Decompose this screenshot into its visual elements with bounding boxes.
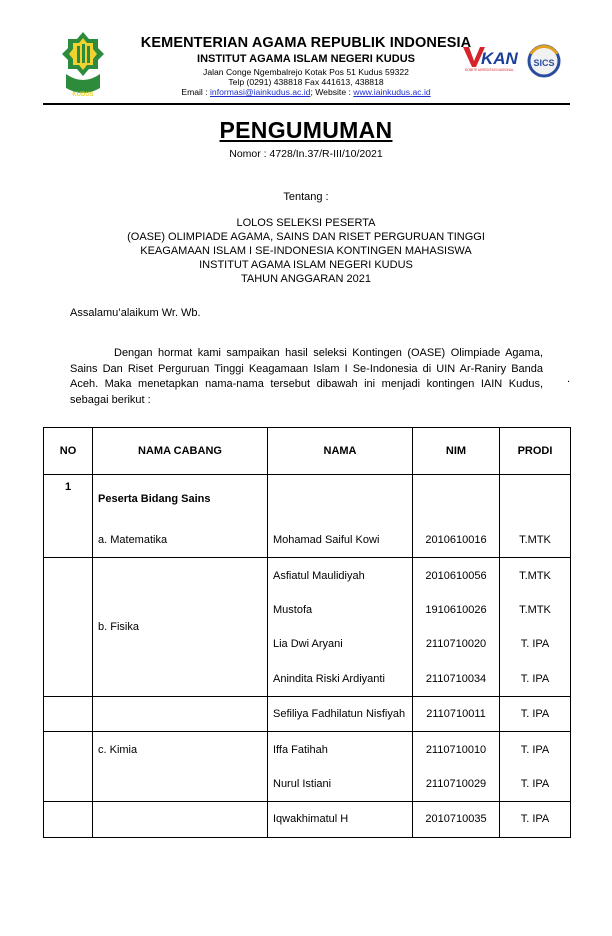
header-name: NAMA bbox=[268, 428, 413, 475]
email-label: Email : bbox=[181, 87, 210, 97]
nim-cell: 1910610026 bbox=[413, 593, 500, 627]
prodi-cell: T. IPA bbox=[500, 627, 571, 661]
table-row bbox=[44, 802, 571, 837]
subject-line: KEAGAMAAN ISLAM I SE-INDONESIA KONTINGEN MAHASISWA bbox=[140, 245, 472, 257]
subject-line: INSTITUT AGAMA ISLAM NEGERI KUDUS bbox=[199, 259, 413, 271]
group-number: 1 bbox=[44, 475, 93, 524]
institute-contact bbox=[0, 87, 612, 97]
name-cell: Asfiatul Maulidiyah bbox=[268, 558, 413, 593]
nim-cell: 2010710035 bbox=[413, 802, 500, 837]
nim-cell: 2110710029 bbox=[413, 767, 500, 802]
name-cell: Lia Dwi Aryani bbox=[268, 627, 413, 661]
website-label: ; Website : bbox=[310, 87, 354, 97]
ministry-name: KEMENTERIAN AGAMA REPUBLIK INDONESIA bbox=[140, 35, 472, 51]
stray-dot: . bbox=[567, 373, 571, 385]
name-cell: Iffa Fatihah bbox=[268, 732, 413, 767]
svg-text:KUDUS: KUDUS bbox=[72, 92, 94, 98]
nim-cell: 2010610016 bbox=[413, 523, 500, 558]
nim-cell: 2110710034 bbox=[413, 662, 500, 697]
name-cell: Mustofa bbox=[268, 593, 413, 627]
prodi-cell: T. IPA bbox=[500, 802, 571, 837]
svg-text:SICS: SICS bbox=[533, 58, 555, 68]
website-link[interactable]: www.iainkudus.ac.id bbox=[353, 87, 431, 97]
table-row bbox=[44, 767, 571, 802]
prodi-cell: T.MTK bbox=[500, 523, 571, 558]
nim-cell: 2110710020 bbox=[413, 627, 500, 661]
branch-cell: b. Fisika bbox=[93, 558, 268, 697]
table-row bbox=[44, 523, 571, 558]
branch-cell: a. Matematika bbox=[93, 523, 268, 558]
name-cell: Anindita Riski Ardiyanti bbox=[268, 662, 413, 697]
branch-cell: c. Kimia bbox=[93, 732, 268, 767]
subject-line: LOLOS SELEKSI PESERTA bbox=[236, 217, 376, 229]
about-label: Tentang : bbox=[283, 191, 329, 203]
table-row bbox=[44, 696, 571, 731]
nim-cell: 2110710011 bbox=[413, 696, 500, 731]
institute-address: Jalan Conge Ngembalrejo Kotak Pos 51 Kudus 59322 bbox=[203, 67, 409, 77]
header-branch: NAMA CABANG bbox=[93, 428, 268, 475]
svg-text:KOMITE AKREDITASI NASIONAL: KOMITE AKREDITASI NASIONAL bbox=[465, 68, 514, 72]
prodi-cell: T. IPA bbox=[500, 732, 571, 767]
nim-cell: 2110710010 bbox=[413, 732, 500, 767]
email-link[interactable]: informasi@iainkudus.ac.id bbox=[210, 87, 311, 97]
institute-name: INSTITUT AGAMA ISLAM NEGERI KUDUS bbox=[197, 53, 415, 65]
name-cell: Sefiliya Fadhilatun Nisfiyah bbox=[268, 696, 413, 731]
intro-paragraph: Dengan hormat kami sampaikan hasil seleksi Kontingen (OASE) Olimpiade Agama, Sains Dan Riset Perguruan Tinggi Keagamaan Islam I Se-Indonesia di UIN Ar-Raniry Banda Aceh. Maka menetapkan nama-nama tersebut dibawah ini menjadi kontingen IAIN Kudus, sebagai berikut : bbox=[70, 347, 543, 406]
group-row bbox=[44, 475, 571, 524]
name-cell: Nurul Istiani bbox=[268, 767, 413, 802]
header-prodi: PRODI bbox=[500, 428, 571, 475]
svg-text:KAN: KAN bbox=[481, 49, 518, 68]
letterhead-divider bbox=[43, 103, 570, 105]
header-no: NO bbox=[44, 428, 93, 475]
name-cell: Iqwakhimatul H bbox=[268, 802, 413, 837]
prodi-cell: T. IPA bbox=[500, 696, 571, 731]
document-title: PENGUMUMAN bbox=[219, 117, 393, 143]
prodi-cell: T. IPA bbox=[500, 662, 571, 697]
document-number: Nomor : 4728/In.37/R-III/10/2021 bbox=[229, 148, 383, 160]
prodi-cell: T. IPA bbox=[500, 767, 571, 802]
table-header-row bbox=[44, 428, 571, 475]
header-nim: NIM bbox=[413, 428, 500, 475]
table-row bbox=[44, 732, 571, 767]
name-cell: Mohamad Saiful Kowi bbox=[268, 523, 413, 558]
greeting: Assalamu’alaikum Wr. Wb. bbox=[70, 307, 201, 319]
group-label: Peserta Bidang Sains bbox=[93, 475, 268, 524]
subject-line: TAHUN ANGGARAN 2021 bbox=[240, 273, 371, 285]
subject-line: (OASE) OLIMPIADE AGAMA, SAINS DAN RISET PERGURUAN TINGGI bbox=[127, 231, 485, 243]
institute-phone: Telp (0291) 438818 Fax 441613, 438818 bbox=[228, 77, 384, 87]
prodi-cell: T.MTK bbox=[500, 593, 571, 627]
participants-table bbox=[43, 427, 571, 838]
table-row bbox=[44, 558, 571, 593]
prodi-cell: T.MTK bbox=[500, 558, 571, 593]
nim-cell: 2010610056 bbox=[413, 558, 500, 593]
